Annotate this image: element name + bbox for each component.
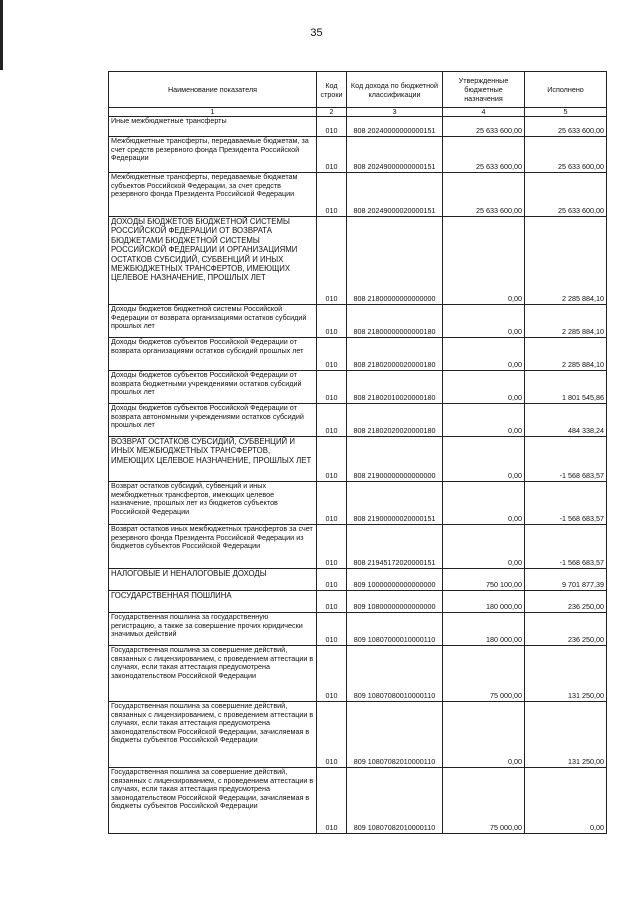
approved-amount: 0,00 [443, 702, 525, 768]
line-code: 010 [317, 437, 347, 482]
income-code: 809 10807082010000110 [347, 768, 443, 834]
income-code: 808 20240000000000151 [347, 117, 443, 137]
approved-amount: 25 633 600,00 [443, 173, 525, 217]
approved-amount: 0,00 [443, 525, 525, 569]
header-row [109, 72, 607, 108]
table-row [109, 702, 607, 768]
indicator-name: Доходы бюджетов бюджетной системы Российской Федерации от возврата организациями остатков субсидий прошлых лет [109, 305, 317, 338]
income-code: 808 21802000020000180 [347, 338, 443, 371]
executed-amount: 1 801 545,86 [525, 371, 607, 404]
line-code: 010 [317, 702, 347, 768]
table-row [109, 591, 607, 613]
table-row [109, 613, 607, 646]
line-code: 010 [317, 338, 347, 371]
header-executed: Исполнено [525, 72, 607, 108]
executed-amount: 25 633 600,00 [525, 117, 607, 137]
line-code: 010 [317, 217, 347, 305]
line-code: 010 [317, 591, 347, 613]
table-row [109, 173, 607, 217]
indicator-name: ГОСУДАРСТВЕННАЯ ПОШЛИНА [109, 591, 317, 613]
approved-amount: 25 633 600,00 [443, 117, 525, 137]
income-code: 809 10807080010000110 [347, 646, 443, 702]
line-code: 010 [317, 525, 347, 569]
column-number: 2 [317, 108, 347, 117]
income-code: 809 10807000010000110 [347, 613, 443, 646]
column-number: 3 [347, 108, 443, 117]
approved-amount: 75 000,00 [443, 646, 525, 702]
executed-amount: 25 633 600,00 [525, 137, 607, 173]
executed-amount: 0,00 [525, 768, 607, 834]
indicator-name: Возврат остатков иных межбюджетных трансфертов за счет резервного фонда Президента Российской Федерации из бюджетов субъектов Российской Федерации [109, 525, 317, 569]
column-number: 1 [109, 108, 317, 117]
line-code: 010 [317, 569, 347, 591]
income-code: 808 20249000000000151 [347, 137, 443, 173]
executed-amount: -1 568 683,57 [525, 437, 607, 482]
revenue-table-container [108, 71, 607, 834]
header-income-code: Код дохода по бюджетной классификации [347, 72, 443, 108]
approved-amount: 0,00 [443, 404, 525, 437]
income-code: 808 20249000020000151 [347, 173, 443, 217]
line-code: 010 [317, 768, 347, 834]
table-row [109, 117, 607, 137]
line-code: 010 [317, 137, 347, 173]
table-row [109, 338, 607, 371]
approved-amount: 0,00 [443, 305, 525, 338]
approved-amount: 180 000,00 [443, 613, 525, 646]
executed-amount: 9 701 877,39 [525, 569, 607, 591]
income-code: 808 21802020020000180 [347, 404, 443, 437]
header-line-code: Код строки [317, 72, 347, 108]
table-row [109, 371, 607, 404]
line-code: 010 [317, 646, 347, 702]
approved-amount: 25 633 600,00 [443, 137, 525, 173]
income-code: 809 10800000000000000 [347, 591, 443, 613]
indicator-name: ВОЗВРАТ ОСТАТКОВ СУБСИДИЙ, СУБВЕНЦИЙ И ИНЫХ МЕЖБЮДЖЕТНЫХ ТРАНСФЕРТОВ, ИМЕЮЩИХ ЦЕЛЕВОЕ НАЗНАЧЕНИЕ, ПРОШЛЫХ ЛЕТ [109, 437, 317, 482]
executed-amount: 131 250,00 [525, 646, 607, 702]
column-number: 5 [525, 108, 607, 117]
executed-amount: 2 285 884,10 [525, 305, 607, 338]
executed-amount: 484 338,24 [525, 404, 607, 437]
table-row [109, 569, 607, 591]
income-code: 809 10000000000000000 [347, 569, 443, 591]
executed-amount: -1 568 683,57 [525, 482, 607, 525]
executed-amount: 236 250,00 [525, 613, 607, 646]
income-code: 808 21800000000000180 [347, 305, 443, 338]
line-code: 010 [317, 305, 347, 338]
approved-amount: 0,00 [443, 482, 525, 525]
income-code: 808 21800000000000000 [347, 217, 443, 305]
table-row [109, 482, 607, 525]
indicator-name: Государственная пошлина за совершение действий, связанных с лицензированием, с проведением аттестации в случаях, если такая аттестация предусмотрена законодательством Российской Федерации, зачисляемая в бюджеты субъектов Российской Федерации [109, 768, 317, 834]
income-code: 808 21802010020000180 [347, 371, 443, 404]
executed-amount: 131 250,00 [525, 702, 607, 768]
indicator-name: НАЛОГОВЫЕ И НЕНАЛОГОВЫЕ ДОХОДЫ [109, 569, 317, 591]
executed-amount: 25 633 600,00 [525, 173, 607, 217]
table-row [109, 305, 607, 338]
indicator-name: ДОХОДЫ БЮДЖЕТОВ БЮДЖЕТНОЙ СИСТЕМЫ РОССИЙСКОЙ ФЕДЕРАЦИИ ОТ ВОЗВРАТА БЮДЖЕТАМИ БЮДЖЕТНОЙ СИСТЕМЫ РОССИЙСКОЙ ФЕДЕРАЦИИ И ОРГАНИЗАЦИЯМИ ОСТАТКОВ СУБСИДИЙ, СУБВЕНЦИЙ И ИНЫХ МЕЖБЮДЖЕТНЫХ ТРАНСФЕРТОВ, ИМЕЮЩИХ ЦЕЛЕВОЕ НАЗНАЧЕНИЕ, ПРОШЛЫХ ЛЕТ [109, 217, 317, 305]
income-code: 808 21945172020000151 [347, 525, 443, 569]
executed-amount: 2 285 884,10 [525, 217, 607, 305]
line-code: 010 [317, 482, 347, 525]
table-row [109, 646, 607, 702]
executed-amount: 2 285 884,10 [525, 338, 607, 371]
indicator-name: Государственная пошлина за государственную регистрацию, а также за совершение прочих юридически значимых действий [109, 613, 317, 646]
approved-amount: 0,00 [443, 371, 525, 404]
executed-amount: 236 250,00 [525, 591, 607, 613]
indicator-name: Межбюджетные трансферты, передаваемые бюджетам, за счет средств резервного фонда Президента Российской Федерации [109, 137, 317, 173]
indicator-name: Государственная пошлина за совершение действий, связанных с лицензированием, с проведением аттестации в случаях, если такая аттестация предусмотрена законодательством Российской Федерации [109, 646, 317, 702]
table-row [109, 404, 607, 437]
table-row [109, 217, 607, 305]
income-code: 808 21900000000000000 [347, 437, 443, 482]
approved-amount: 180 000,00 [443, 591, 525, 613]
income-code: 808 21900000020000151 [347, 482, 443, 525]
table-row [109, 137, 607, 173]
approved-amount: 0,00 [443, 217, 525, 305]
line-code: 010 [317, 117, 347, 137]
table-row [109, 437, 607, 482]
indicator-name: Доходы бюджетов субъектов Российской Федерации от возврата организациями остатков субсидий прошлых лет [109, 338, 317, 371]
indicator-name: Государственная пошлина за совершение действий, связанных с лицензированием, с проведением аттестации в случаях, если такая аттестация предусмотрена законодательством Российской Федерации, зачисляемая в бюджеты субъектов Российской Федерации [109, 702, 317, 768]
income-code: 809 10807082010000110 [347, 702, 443, 768]
indicator-name: Иные межбюджетные трансферты [109, 117, 317, 137]
line-code: 010 [317, 173, 347, 217]
approved-amount: 0,00 [443, 437, 525, 482]
indicator-name: Возврат остатков субсидий, субвенций и иных межбюджетных трансфертов, имеющих целевое назначение, прошлых лет из бюджетов субъектов Российской Федерации [109, 482, 317, 525]
approved-amount: 750 100,00 [443, 569, 525, 591]
table-row [109, 525, 607, 569]
header-approved: Утвержденные бюджетные назначения [443, 72, 525, 108]
line-code: 010 [317, 613, 347, 646]
executed-amount: -1 568 683,57 [525, 525, 607, 569]
column-number: 4 [443, 108, 525, 117]
indicator-name: Межбюджетные трансферты, передаваемые бюджетам субъектов Российской Федерации, за счет средств резервного фонда Президента Российской Федерации [109, 173, 317, 217]
indicator-name: Доходы бюджетов субъектов Российской Федерации от возврата автономными учреждениями остатков субсидий прошлых лет [109, 404, 317, 437]
approved-amount: 75 000,00 [443, 768, 525, 834]
page-number: 35 [310, 27, 323, 39]
line-code: 010 [317, 371, 347, 404]
approved-amount: 0,00 [443, 338, 525, 371]
table-row [109, 768, 607, 834]
header-indicator-name: Наименование показателя [109, 72, 317, 108]
revenue-table [108, 71, 607, 834]
indicator-name: Доходы бюджетов субъектов Российской Федерации от возврата бюджетными учреждениями остатков субсидий прошлых лет [109, 371, 317, 404]
line-code: 010 [317, 404, 347, 437]
